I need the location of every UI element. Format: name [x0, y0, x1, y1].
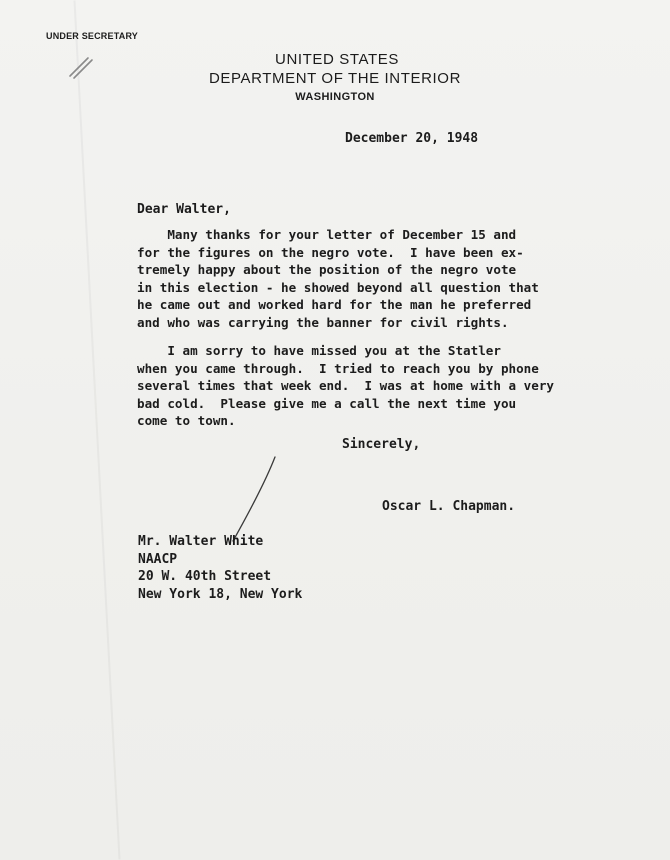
body-line: Many thanks for your letter of December 15 and — [137, 227, 517, 242]
body-paragraph-2 — [137, 342, 554, 430]
body-line: in this election - he showed beyond all question that — [137, 279, 539, 295]
body-line: come to town. — [137, 413, 236, 429]
body-line: for the figures on the negro vote. I have been ex- — [137, 244, 524, 260]
body-line: several times that week end. I was at home with a very — [137, 378, 555, 394]
letter-date: December 20, 1948 — [345, 131, 479, 146]
under-secretary-stamp: UNDER SECRETARY — [46, 31, 139, 41]
pen-stroke-mark-icon — [228, 455, 280, 545]
body-line: he came out and worked hard for the man he preferred — [137, 297, 532, 313]
letterhead-united-states: UNITED STATES — [275, 51, 399, 68]
recipient-address — [138, 533, 302, 603]
body-line: when you came through. I tried to reach you by phone — [137, 360, 539, 376]
recipient-city: New York 18, New York — [138, 586, 303, 602]
closing: Sincerely, — [342, 437, 421, 452]
letterhead-department: DEPARTMENT OF THE INTERIOR — [208, 70, 461, 87]
signer-name: Oscar L. Chapman. — [382, 499, 516, 514]
body-paragraph-1 — [137, 226, 539, 332]
recipient-street: 20 W. 40th Street — [138, 569, 272, 584]
paper-crease — [73, 1, 120, 860]
body-line: tremely happy about the position of the negro vote — [137, 262, 517, 278]
body-line: I am sorry to have missed you at the Statler — [137, 343, 501, 358]
letterhead-city: WASHINGTON — [295, 91, 375, 103]
salutation: Dear Walter, — [137, 202, 231, 217]
recipient-name: Mr. Walter White — [138, 534, 264, 549]
body-line: and who was carrying the banner for civil rights. — [137, 314, 509, 330]
body-line: bad cold. Please give me a call the next time you — [137, 395, 517, 411]
recipient-organization: NAACP — [138, 551, 178, 567]
